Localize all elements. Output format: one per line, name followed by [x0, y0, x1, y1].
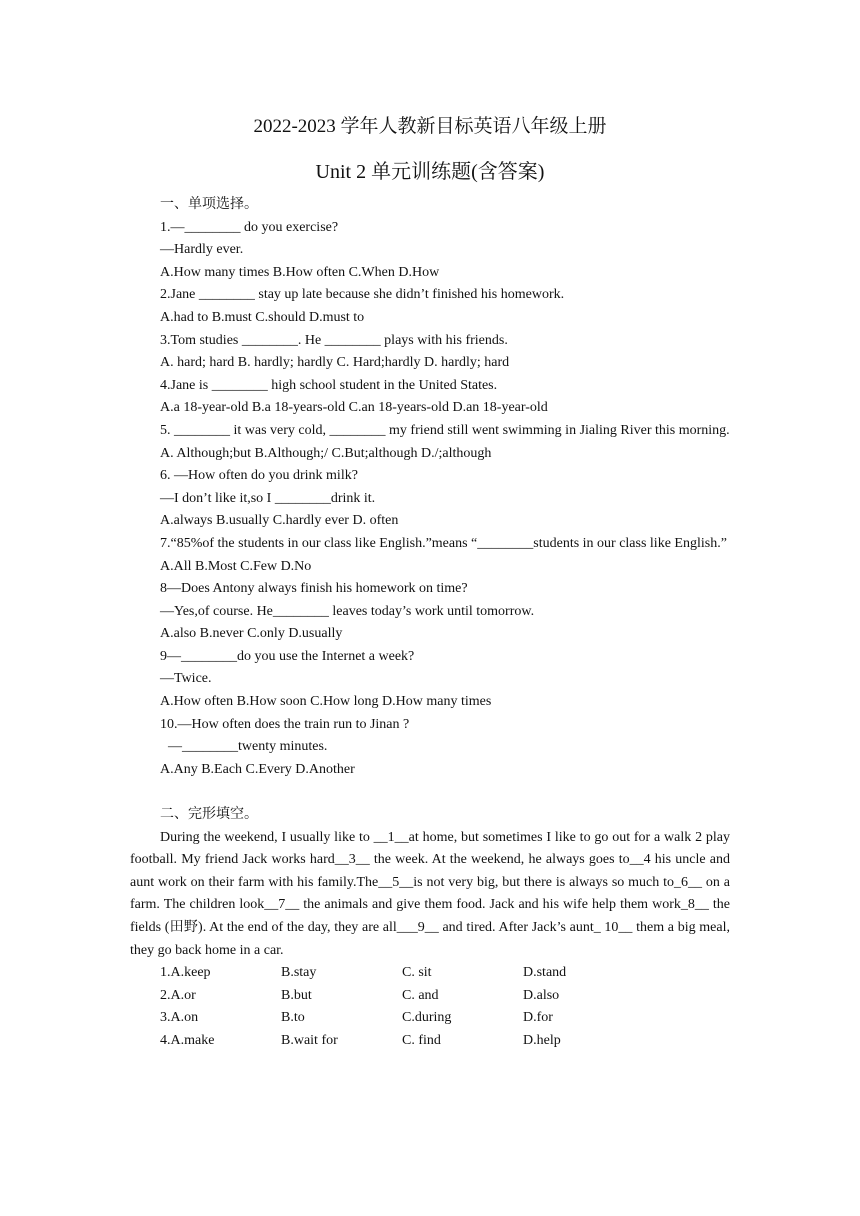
cloze-option: 2.A.or: [160, 987, 196, 1003]
cloze-option: 1.A.keep: [160, 965, 211, 981]
cloze-option-row-1: [130, 962, 730, 985]
section2-heading: 二、完形填空。: [160, 807, 258, 823]
question-1-answer-line: —Hardly ever.: [160, 242, 244, 258]
question-5-stem: 5. ________ it was very cold, ________ my friend still went swimming in Jialing River this morning.: [160, 422, 730, 438]
cloze-option: C. sit: [402, 965, 432, 981]
cloze-option: D.help: [523, 1032, 561, 1048]
cloze-option: D.stand: [523, 965, 567, 981]
question-1-stem: 1.—________ do you exercise?: [160, 219, 339, 235]
question-8-stem: 8—Does Antony always finish his homework on time?: [160, 581, 468, 597]
question-6-options: A.always B.usually C.hardly ever D. often: [160, 513, 399, 529]
cloze-option: B.stay: [281, 965, 317, 981]
question-10-stem: 10.—How often does the train run to Jinan ?: [160, 716, 410, 732]
question-2-stem: 2.Jane ________ stay up late because she didn’t finished his homework.: [160, 287, 565, 303]
cloze-option: C. and: [402, 987, 439, 1003]
question-2-options: A.had to B.must C.should D.must to: [160, 309, 365, 325]
question-3-stem: 3.Tom studies ________. He ________ plays with his friends.: [160, 332, 508, 348]
section-spacer: [130, 781, 730, 804]
document-body: [130, 194, 730, 1053]
cloze-passage: During the weekend, I usually like to __1__at home, but sometimes I like to go out for a walk 2 play football. My friend Jack works hard__3__ the week. At the weekend, he always goes to__4 his uncle and aunt work on their farm with his family.The__5__is not very big, but there is always so much to_6__ on a farm. The children look__7__ the animals and give them food. Jack and his wife help them work_8__ the fields (田野). At the end of the day, they are all___9__ and tired. After Jack’s aunt_ 10__ them a big meal, they go back home in a car.: [130, 829, 730, 958]
document-title: 2022-2023 学年人教新目标英语八年级上册: [253, 116, 607, 137]
question-8-options: A.also B.never C.only D.usually: [160, 626, 343, 642]
question-5-options: A. Although;but B.Although;/ C.But;although D./;although: [160, 445, 492, 461]
cloze-option-row-4: [130, 1030, 730, 1053]
question-6-answer-line: —I don’t like it,so I ________drink it.: [160, 490, 376, 506]
cloze-option: 3.A.on: [160, 1010, 199, 1026]
question-6-stem: 6. —How often do you drink milk?: [160, 468, 358, 484]
cloze-option: 4.A.make: [160, 1032, 215, 1048]
question-8-answer-line: —Yes,of course. He________ leaves today’s work until tomorrow.: [160, 603, 535, 619]
cloze-option: B.to: [281, 1010, 305, 1026]
question-7-stem: 7.“85%of the students in our class like English.”means “________students in our class like English.”: [160, 535, 727, 551]
question-1-options: A.How many times B.How often C.When D.How: [160, 264, 440, 280]
cloze-option: D.for: [523, 1010, 553, 1026]
question-4-stem: 4.Jane is ________ high school student in the United States.: [160, 377, 498, 393]
cloze-option-row-2: [130, 985, 730, 1008]
question-9-options: A.How often B.How soon C.How long D.How many times: [160, 694, 492, 710]
cloze-option: C. find: [402, 1032, 441, 1048]
question-10-answer-line: —________twenty minutes.: [168, 739, 328, 755]
question-3-options: A. hard; hard B. hardly; hardly C. Hard;hardly D. hardly; hard: [160, 355, 510, 371]
document-subtitle: Unit 2 单元训练题(含答案): [315, 161, 545, 183]
question-7-options: A.All B.Most C.Few D.No: [160, 558, 312, 574]
question-9-answer-line: —Twice.: [160, 671, 212, 687]
cloze-option: D.also: [523, 987, 560, 1003]
cloze-option: B.wait for: [281, 1032, 338, 1048]
question-4-options: A.a 18-year-old B.a 18-years-old C.an 18-years-old D.an 18-year-old: [160, 400, 548, 416]
cloze-option: B.but: [281, 987, 312, 1003]
cloze-option-row-3: [130, 1007, 730, 1030]
question-10-options: A.Any B.Each C.Every D.Another: [160, 761, 355, 777]
section1-heading: 一、单项选择。: [160, 197, 258, 212]
cloze-option: C.during: [402, 1010, 452, 1026]
question-9-stem: 9—________do you use the Internet a week?: [160, 648, 415, 664]
